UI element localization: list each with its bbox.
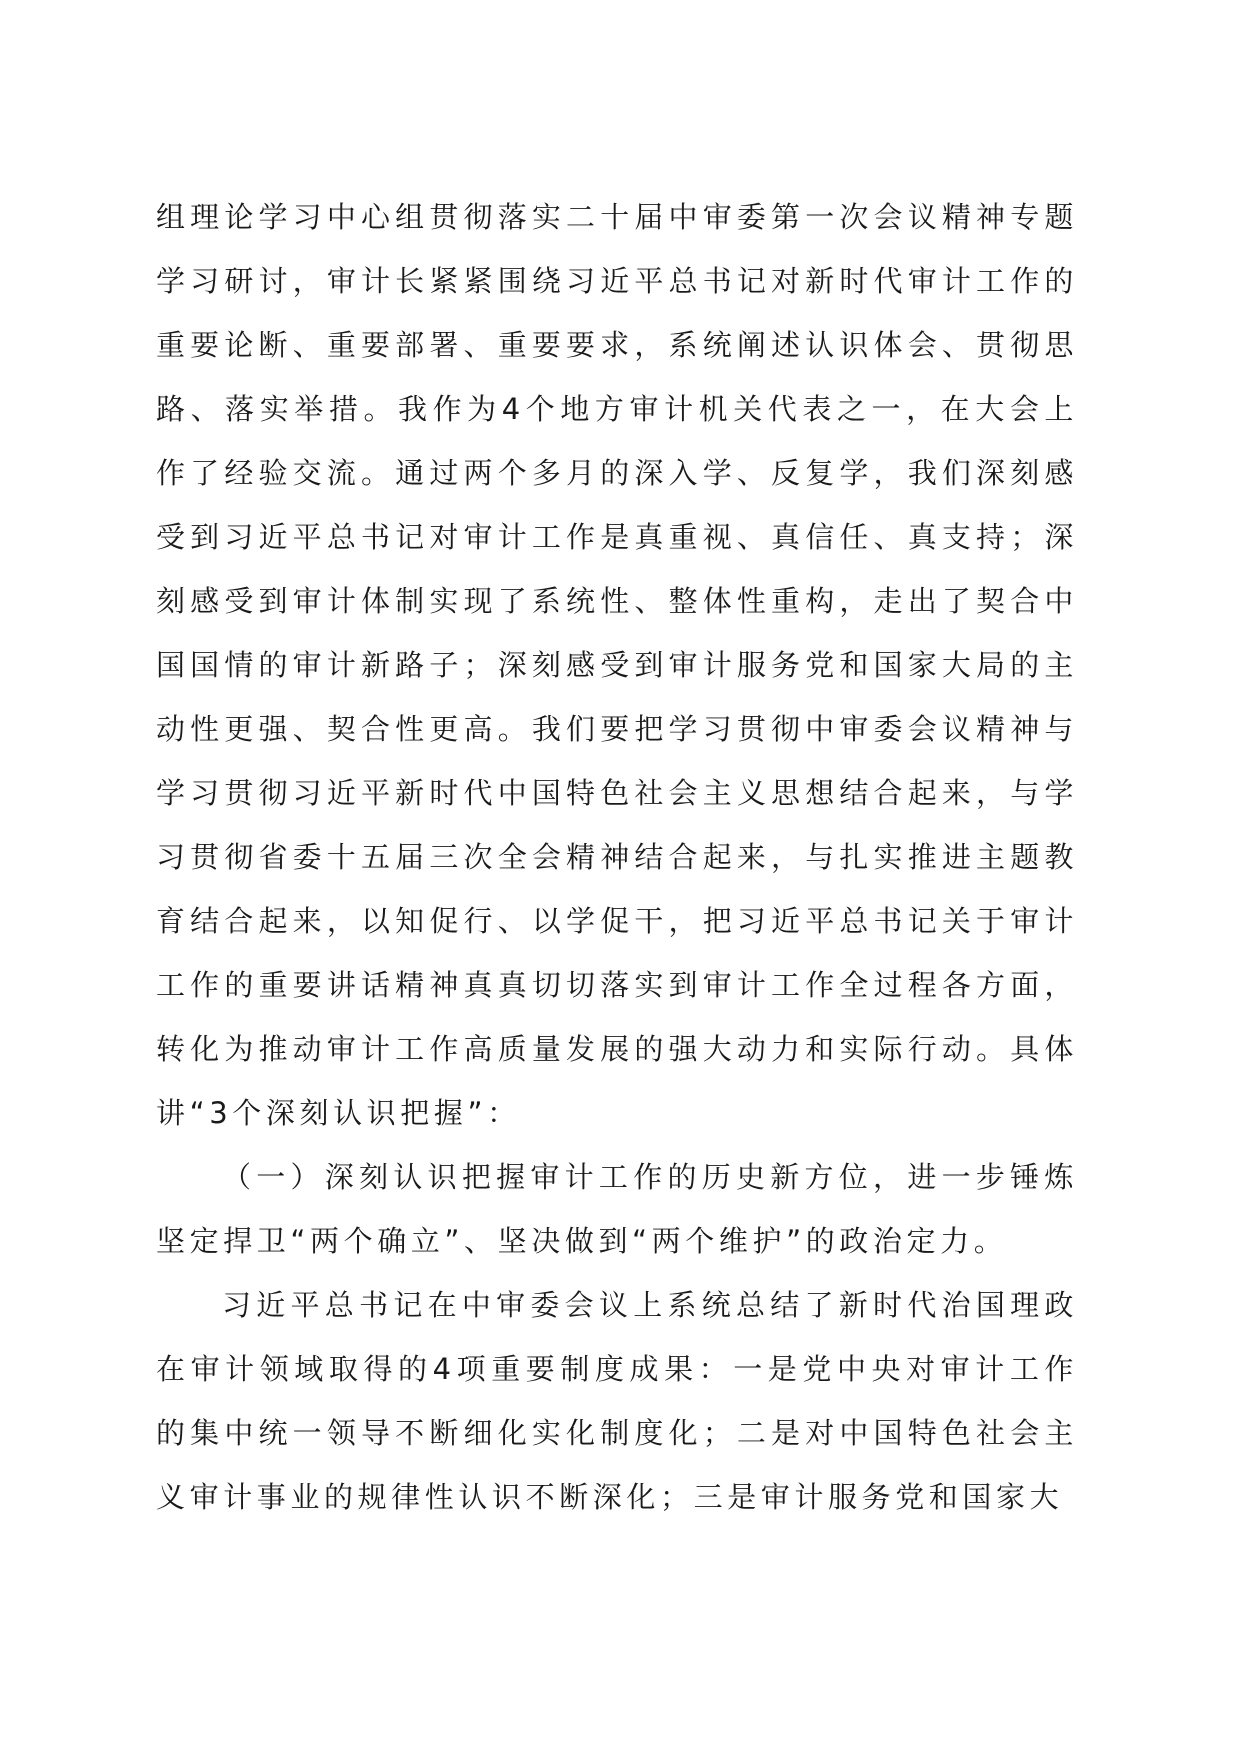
section-heading-one: （一）深刻认识把握审计工作的历史新方位，进一步锤炼坚定捍卫“两个确立”、坚决做到“两个维护”的政治定力。 [156,1160,1078,1258]
paragraph-intro: 组理论学习中心组贯彻落实二十届中审委第一次会议精神专题学习研讨，审计长紧紧围绕习近平总书记对新时代审计工作的重要论断、重要部署、重要要求，系统阐述认识体会、贯彻思路、落实举措。我作为4个地方审计机关代表之一，在大会上作了经验交流。通过两个多月的深入学、反复学，我们深刻感受到习近平总书记对审计工作是真重视、真信任、真支持；深刻感受到审计体制实现了系统性、整体性重构，走出了契合中国国情的审计新路子；深刻感受到审计服务党和国家大局的主动性更强、契合性更高。我们要把学习贯彻中审委会议精神与学习贯彻习近平新时代中国特色社会主义思想结合起来，与学习贯彻省委十五届三次全会精神结合起来，与扎实推进主题教育结合起来，以知促行、以学促干，把习近平总书记关于审计工作的重要讲话精神真真切切落实到审计工作全过程各方面，转化为推动审计工作高质量发展的强大动力和实际行动。具体讲“3个深刻认识把握”： [156,200,1078,1130]
document-body [156,185,1078,1529]
paragraph-section-one-body: 习近平总书记在中审委会议上系统总结了新时代治国理政在审计领域取得的4项重要制度成果：一是党中央对审计工作的集中统一领导不断细化实化制度化；二是对中国特色社会主义审计事业的规律性认识不断深化；三是审计服务党和国家大 [156,1288,1078,1514]
